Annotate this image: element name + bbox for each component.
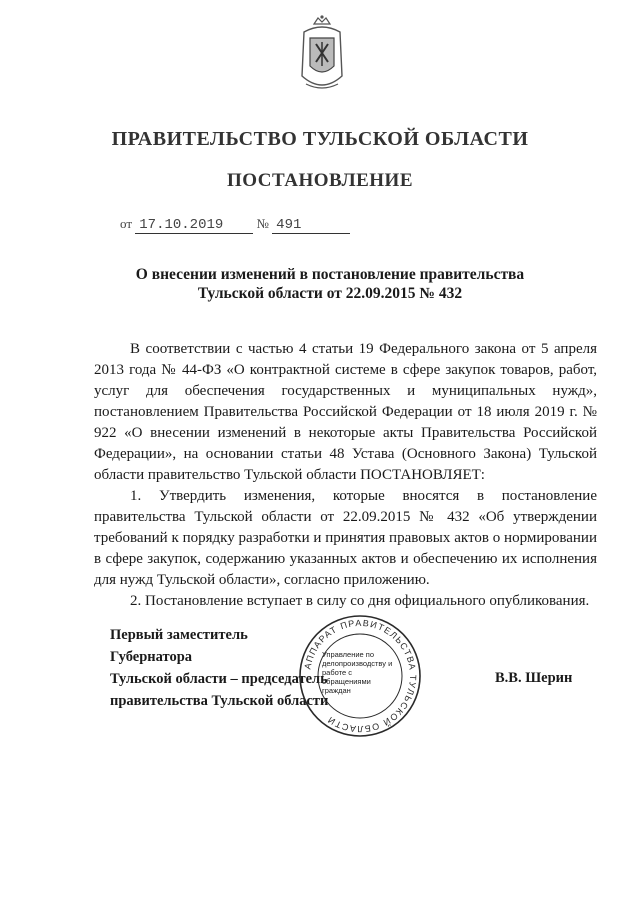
- date-value: 17.10.2019: [135, 217, 253, 234]
- stamp-ring-text: АППАРАТ ПРАВИТЕЛЬСТВА ТУЛЬСКОЙ ОБЛАСТИ: [302, 617, 419, 735]
- document-type: ПОСТАНОВЛЕНИЕ: [226, 170, 414, 191]
- subject-line-2: Тульской области от 22.09.2015 № 432: [197, 285, 463, 302]
- signatory-name: В.В. Шерин: [495, 670, 573, 686]
- official-stamp: [296, 612, 424, 740]
- position-line-2: Тульской области – председатель: [110, 671, 328, 687]
- document-subject: [120, 265, 540, 303]
- number-value: 491: [272, 217, 350, 234]
- position-line-3: правительства Тульской области: [110, 693, 329, 709]
- organization-title: ПРАВИТЕЛЬСТВО ТУЛЬСКОЙ ОБЛАСТИ: [111, 128, 529, 150]
- body-paragraph: В соответствии с частью 4 статьи 19 Федерального закона от 5 апреля 2013 года № 44-ФЗ «О контрактной системе в сфере закупок товаров, работ, услуг для обеспечения государственных и муниципальных нужд», постановлением Правительства Российской Федерации от 18 июля 2019 г. № 922 «О внесении изменений в некоторые акты Правительства Российской Федерации», на основании статьи 48 Устава (Основного Закона) Тульской области правительство Тульской области ПОСТАНОВЛЯЕТ:: [94, 341, 597, 483]
- subject-line-1: О внесении изменений в постановление правительства: [135, 266, 525, 283]
- coat-of-arms-icon: [298, 14, 346, 98]
- body-paragraph: 2. Постановление вступает в силу со дня официального опубликования.: [130, 593, 590, 609]
- registration-line: [120, 216, 350, 234]
- position-line-1: Первый заместитель Губернатора: [110, 627, 248, 665]
- stamp-inner-text: Управление по делопроизводству и работе с обращениями граждан: [322, 650, 393, 695]
- body-paragraph: 1. Утвердить изменения, которые вносятся в постановление правительства Тульской области от 22.09.2015 № 432 «Об утверждении требований к порядку разработки и принятия правовых актов о нормировании в сфере закупок, содержанию указанных актов и обеспечению их исполнения для нужд Тульской области», согласно приложению.: [94, 488, 597, 588]
- document-body: [94, 339, 597, 612]
- number-prefix: №: [256, 216, 269, 231]
- date-prefix: от: [120, 216, 133, 231]
